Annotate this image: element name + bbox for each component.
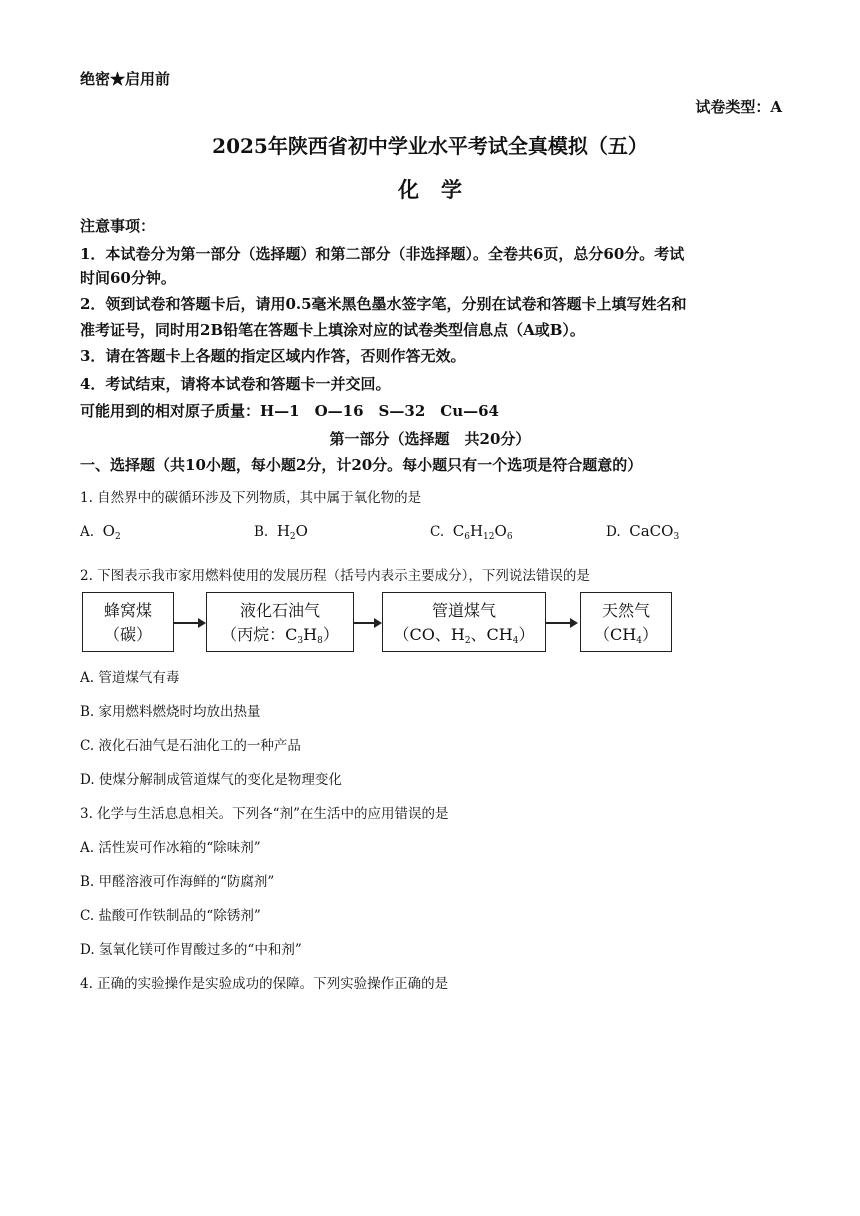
question-1-stem: 1. 自然界中的碳循环涉及下列物质，其中属于氧化物的是 [80,490,422,506]
section-heading: 一、选择题（共10小题，每小题2分，计20分。每小题只有一个选项是符合题意的） [80,456,643,474]
q1-option-c[interactable]: C. $C_6H_{12}O_6$ [430,522,513,542]
q3-option-a[interactable]: A. 活性炭可作冰箱的“除味剂” [80,840,261,856]
notes-heading: 注意事项： [80,217,156,235]
subject-title: 化学 [398,177,484,202]
q2-option-d[interactable]: D. 使煤分解制成管道煤气的变化是物理变化 [80,772,342,788]
note-item-2-line2: 准考证号，同时用2B铅笔在答题卡上填涂对应的试卷类型信息点（A或B）。 [80,321,585,339]
flow-box-lpg: 液化石油气 （丙烷：$C_3H_8$） [206,592,354,652]
q1-option-d[interactable]: D. CaCO$_3$ [606,522,680,542]
q3-option-d[interactable]: D. 氢氧化镁可作胃酸过多的“中和剂” [80,942,302,958]
flow-arrow [174,622,204,624]
page-title: 2025年陕西省初中学业水平考试全真模拟（五） [212,134,648,158]
note-item-1-line1: 1．本试卷分为第一部分（选择题）和第二部分（非选择题）。全卷共6页，总分60分。考试 [80,245,685,263]
note-item-1-line2: 时间60分钟。 [80,269,176,287]
flow-box-honeycomb-coal: 蜂窝煤 （碳） [82,592,174,652]
question-2-stem: 2. 下图表示我市家用燃料使用的发展历程（括号内表示主要成分），下列说法错误的是 [80,568,590,584]
part1-heading: 第一部分（选择题 共20分） [329,430,531,448]
q3-option-c[interactable]: C. 盐酸可作铁制品的“除锈剂” [80,908,261,924]
q2-option-a[interactable]: A. 管道煤气有毒 [80,670,180,686]
question-3-stem: 3. 化学与生活息息相关。下列各“剂”在生活中的应用错误的是 [80,806,449,822]
q3-option-b[interactable]: B. 甲醛溶液可作海鲜的“防腐剂” [80,874,275,890]
note-item-2-line1: 2．领到试卷和答题卡后，请用0.5毫米黑色墨水签字笔，分别在试卷和答题卡上填写姓名和 [80,295,687,313]
q1-option-a[interactable]: A. $O_2$ [80,522,121,542]
q2-option-b[interactable]: B. 家用燃料燃烧时均放出热量 [80,704,261,720]
atomic-mass: 可能用到的相对原子质量：H—1 O—16 S—32 Cu—64 [80,402,499,420]
note-item-3: 3．请在答题卡上各题的指定区域内作答，否则作答无效。 [80,347,466,365]
q1-option-b[interactable]: B. $H_2O$ [254,522,308,542]
secret-label: 绝密★启用前 [80,70,171,88]
flow-box-natural-gas: 天然气 $(CH_4)$ [580,592,672,652]
flow-arrow [354,622,380,624]
q2-option-c[interactable]: C. 液化石油气是石油化工的一种产品 [80,738,301,754]
flow-box-pipeline-gas: 管道煤气 （CO、$H_2$、$CH_4$） [382,592,546,652]
question-4-stem: 4. 正确的实验操作是实验成功的保障。下列实验操作正确的是 [80,976,449,992]
fuel-flow-diagram [0,592,860,654]
paper-type: 试卷类型：A [695,98,782,116]
note-item-4: 4．考试结束，请将本试卷和答题卡一并交回。 [80,375,391,393]
flow-arrow [546,622,576,624]
